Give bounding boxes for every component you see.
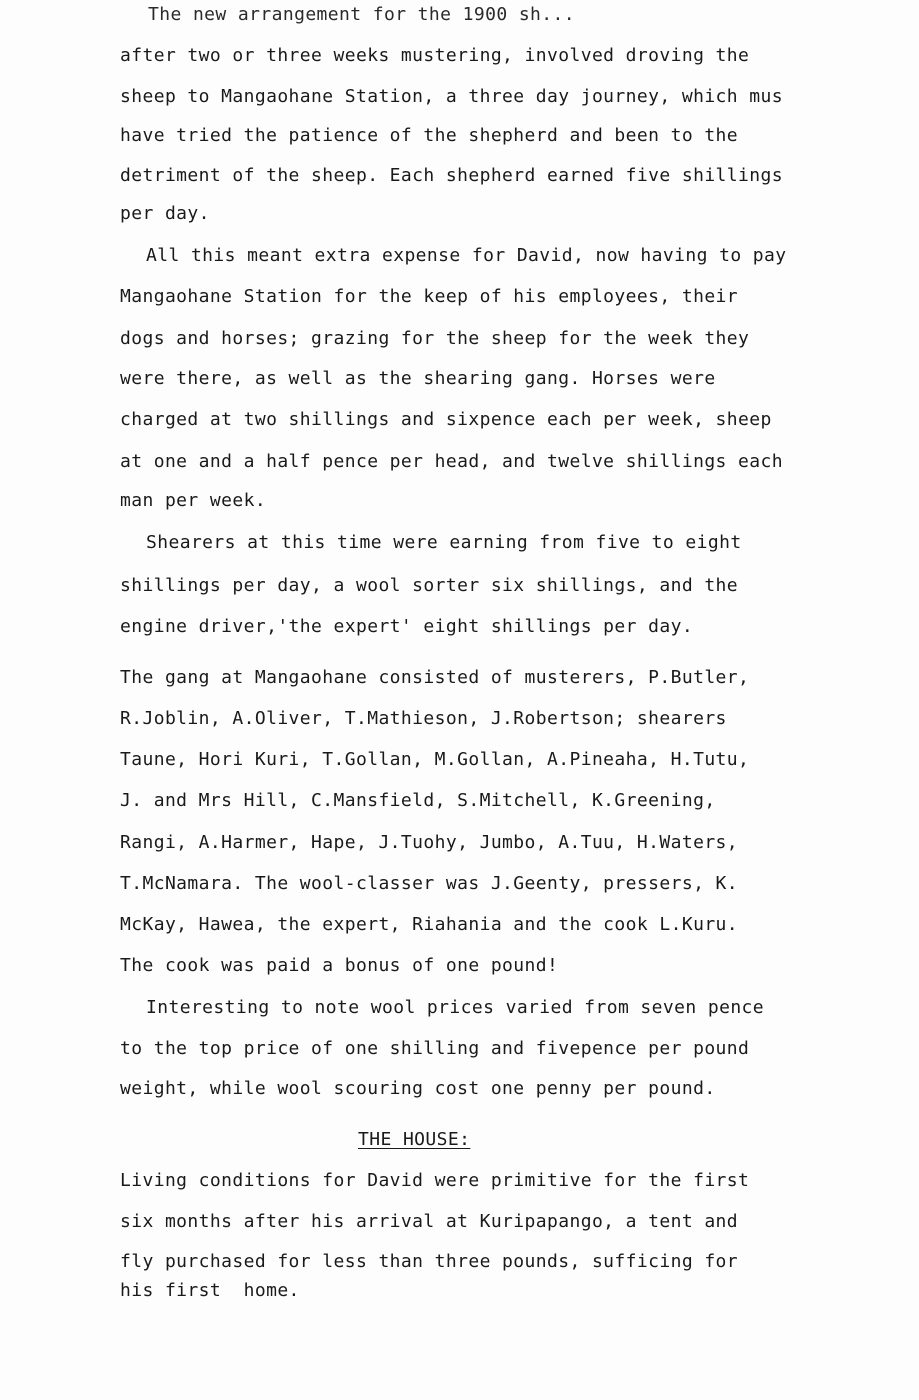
text-line: were there, as well as the shearing gang. Horses were <box>120 368 716 389</box>
text-line: Mangaohane Station for the keep of his employees, their <box>120 286 739 307</box>
text-line: R.Joblin, A.Oliver, T.Mathieson, J.Robertson; shearers <box>120 708 727 729</box>
text-line: to the top price of one shilling and fivepence per pound <box>120 1038 750 1059</box>
text-line: at one and a half pence per head, and twelve shillings each <box>120 451 783 472</box>
text-line: six months after his arrival at Kuripapango, a tent and <box>120 1211 739 1232</box>
text-line: man per week. <box>120 490 267 511</box>
text-line: All this meant extra expense for David, now having to pay <box>146 245 787 266</box>
text-line: fly purchased for less than three pounds, sufficing for <box>120 1251 739 1272</box>
text-line: Rangi, A.Harmer, Hape, J.Tuohy, Jumbo, A.Tuu, H.Waters, <box>120 832 739 853</box>
text-line: The cook was paid a bonus of one pound! <box>120 955 559 976</box>
text-line: Interesting to note wool prices varied from seven pence <box>146 997 765 1018</box>
text-line: McKay, Hawea, the expert, Riahania and the cook L.Kuru. <box>120 914 739 935</box>
text-line: sheep to Mangaohane Station, a three day journey, which mus <box>120 86 783 107</box>
text-line: after two or three weeks mustering, involved droving the <box>120 45 750 66</box>
text-line: have tried the patience of the shepherd and been to the <box>120 125 739 146</box>
text-line: weight, while wool scouring cost one penny per pound. <box>120 1078 716 1099</box>
text-line: per day. <box>120 203 210 224</box>
section-heading: THE HOUSE: <box>358 1129 471 1150</box>
text-line: T.McNamara. The wool-classer was J.Geenty, pressers, K. <box>120 873 739 894</box>
text-line: charged at two shillings and sixpence each per week, sheep <box>120 409 772 430</box>
text-line: Living conditions for David were primitive for the first <box>120 1170 750 1191</box>
text-line: his first home. <box>120 1280 300 1301</box>
text-line: dogs and horses; grazing for the sheep for the week they <box>120 328 750 349</box>
text-line: J. and Mrs Hill, C.Mansfield, S.Mitchell, K.Greening, <box>120 790 716 811</box>
text-line: detriment of the sheep. Each shepherd earned five shillings <box>120 165 783 186</box>
text-line: Shearers at this time were earning from five to eight <box>146 532 742 553</box>
text-line: shillings per day, a wool sorter six shillings, and the <box>120 575 739 596</box>
text-line: Taune, Hori Kuri, T.Gollan, M.Gollan, A.Pineaha, H.Tutu, <box>120 749 750 770</box>
text-line: The gang at Mangaohane consisted of musterers, P.Butler, <box>120 667 750 688</box>
text-line: The new arrangement for the 1900 sh... <box>148 4 576 25</box>
text-line: engine driver,'the expert' eight shillings per day. <box>120 616 694 637</box>
